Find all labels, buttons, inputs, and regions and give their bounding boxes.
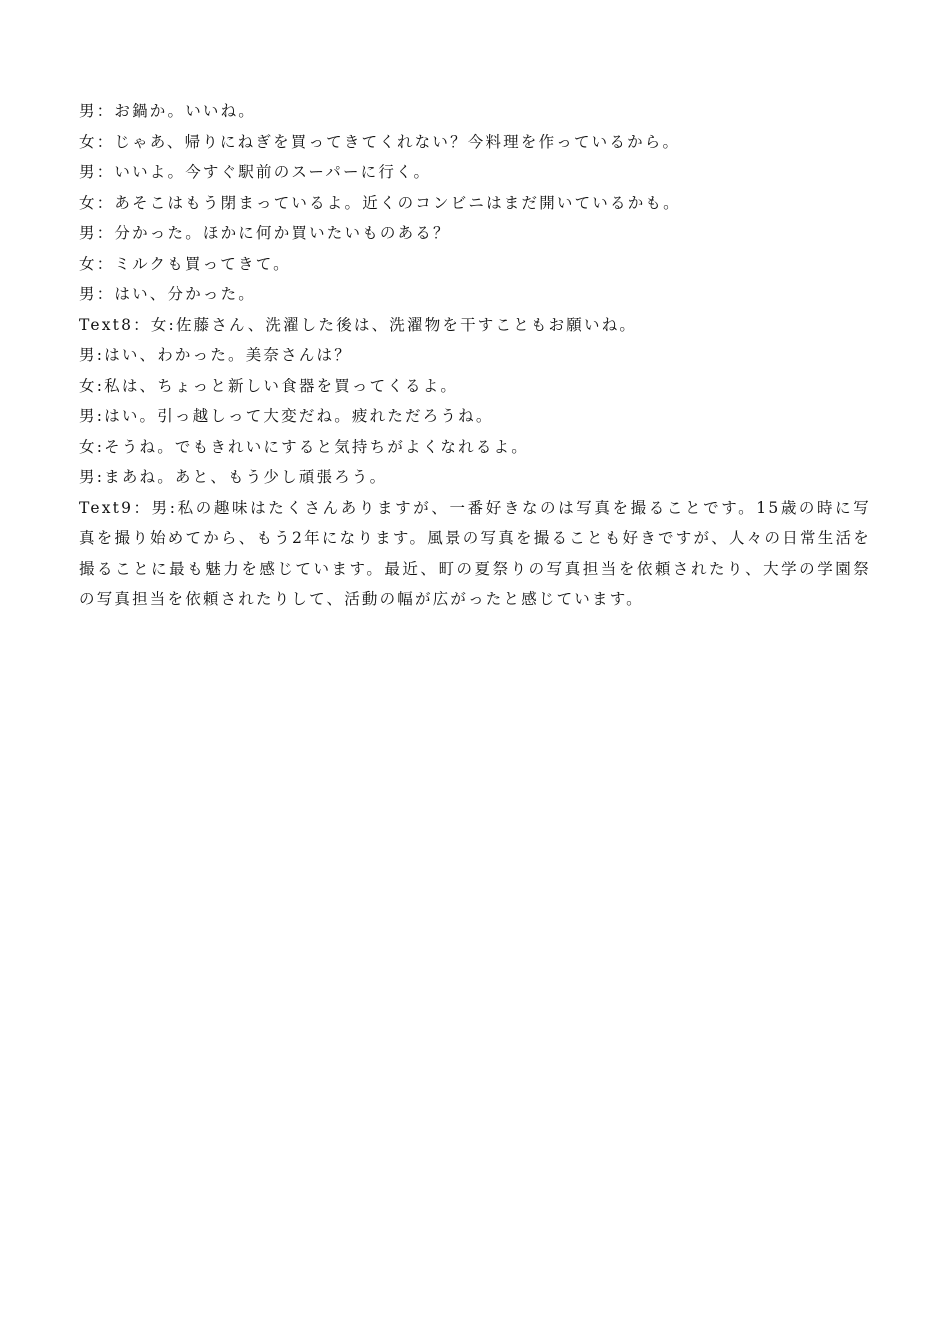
dialogue-line: 男:はい、わかった。美奈さんは？ [79,346,352,364]
dialogue-line: 女：ミルクも買ってきて。 [79,254,291,273]
dialogue-line: 男：はい、分かった。 [79,285,257,303]
document-body [79,96,871,615]
text8-heading-line: Text8：女:佐藤さん、洗濯した後は、洗濯物を干すこともお願いね。 [79,315,638,334]
dialogue-line: 女：じゃあ、帰りにねぎを買ってきてくれない？今料理を作っているから。 [79,132,681,151]
dialogue-line: 女：あそこはもう閉まっているよ。近くのコンビニはまだ開いているかも。 [79,193,681,212]
dialogue-line: 男:まあね。あと、もう少し頑張ろう。 [79,468,388,486]
text9-paragraph: Text9：男:私の趣味はたくさんありますが、一番好きなのは写真を撮ることです。15歳の時に写真を撮り始めてから、もう2年になります。風景の写真を撮ることも好きですが、人々の日常生活を撮ることに最も魅力を感じています。最近、町の夏祭りの写真担当を依頼されたり、大学の学園祭の写真担当を依頼されたりして、活動の幅が広がったと感じています。 [79,498,871,608]
dialogue-line: 女:そうね。でもきれいにすると気持ちがよくなれるよ。 [79,437,529,456]
dialogue-line: 男：いいよ。今すぐ駅前のスーパーに行く。 [79,163,432,181]
dialogue-line: 女:私は、ちょっと新しい食器を買ってくるよ。 [79,376,459,395]
dialogue-line: 男：お鍋か。いいね。 [79,102,257,120]
dialogue-line: 男:はい。引っ越しって大変だね。疲れただろうね。 [79,407,494,425]
dialogue-line: 男：分かった。ほかに何か買いたいものある？ [79,224,451,242]
